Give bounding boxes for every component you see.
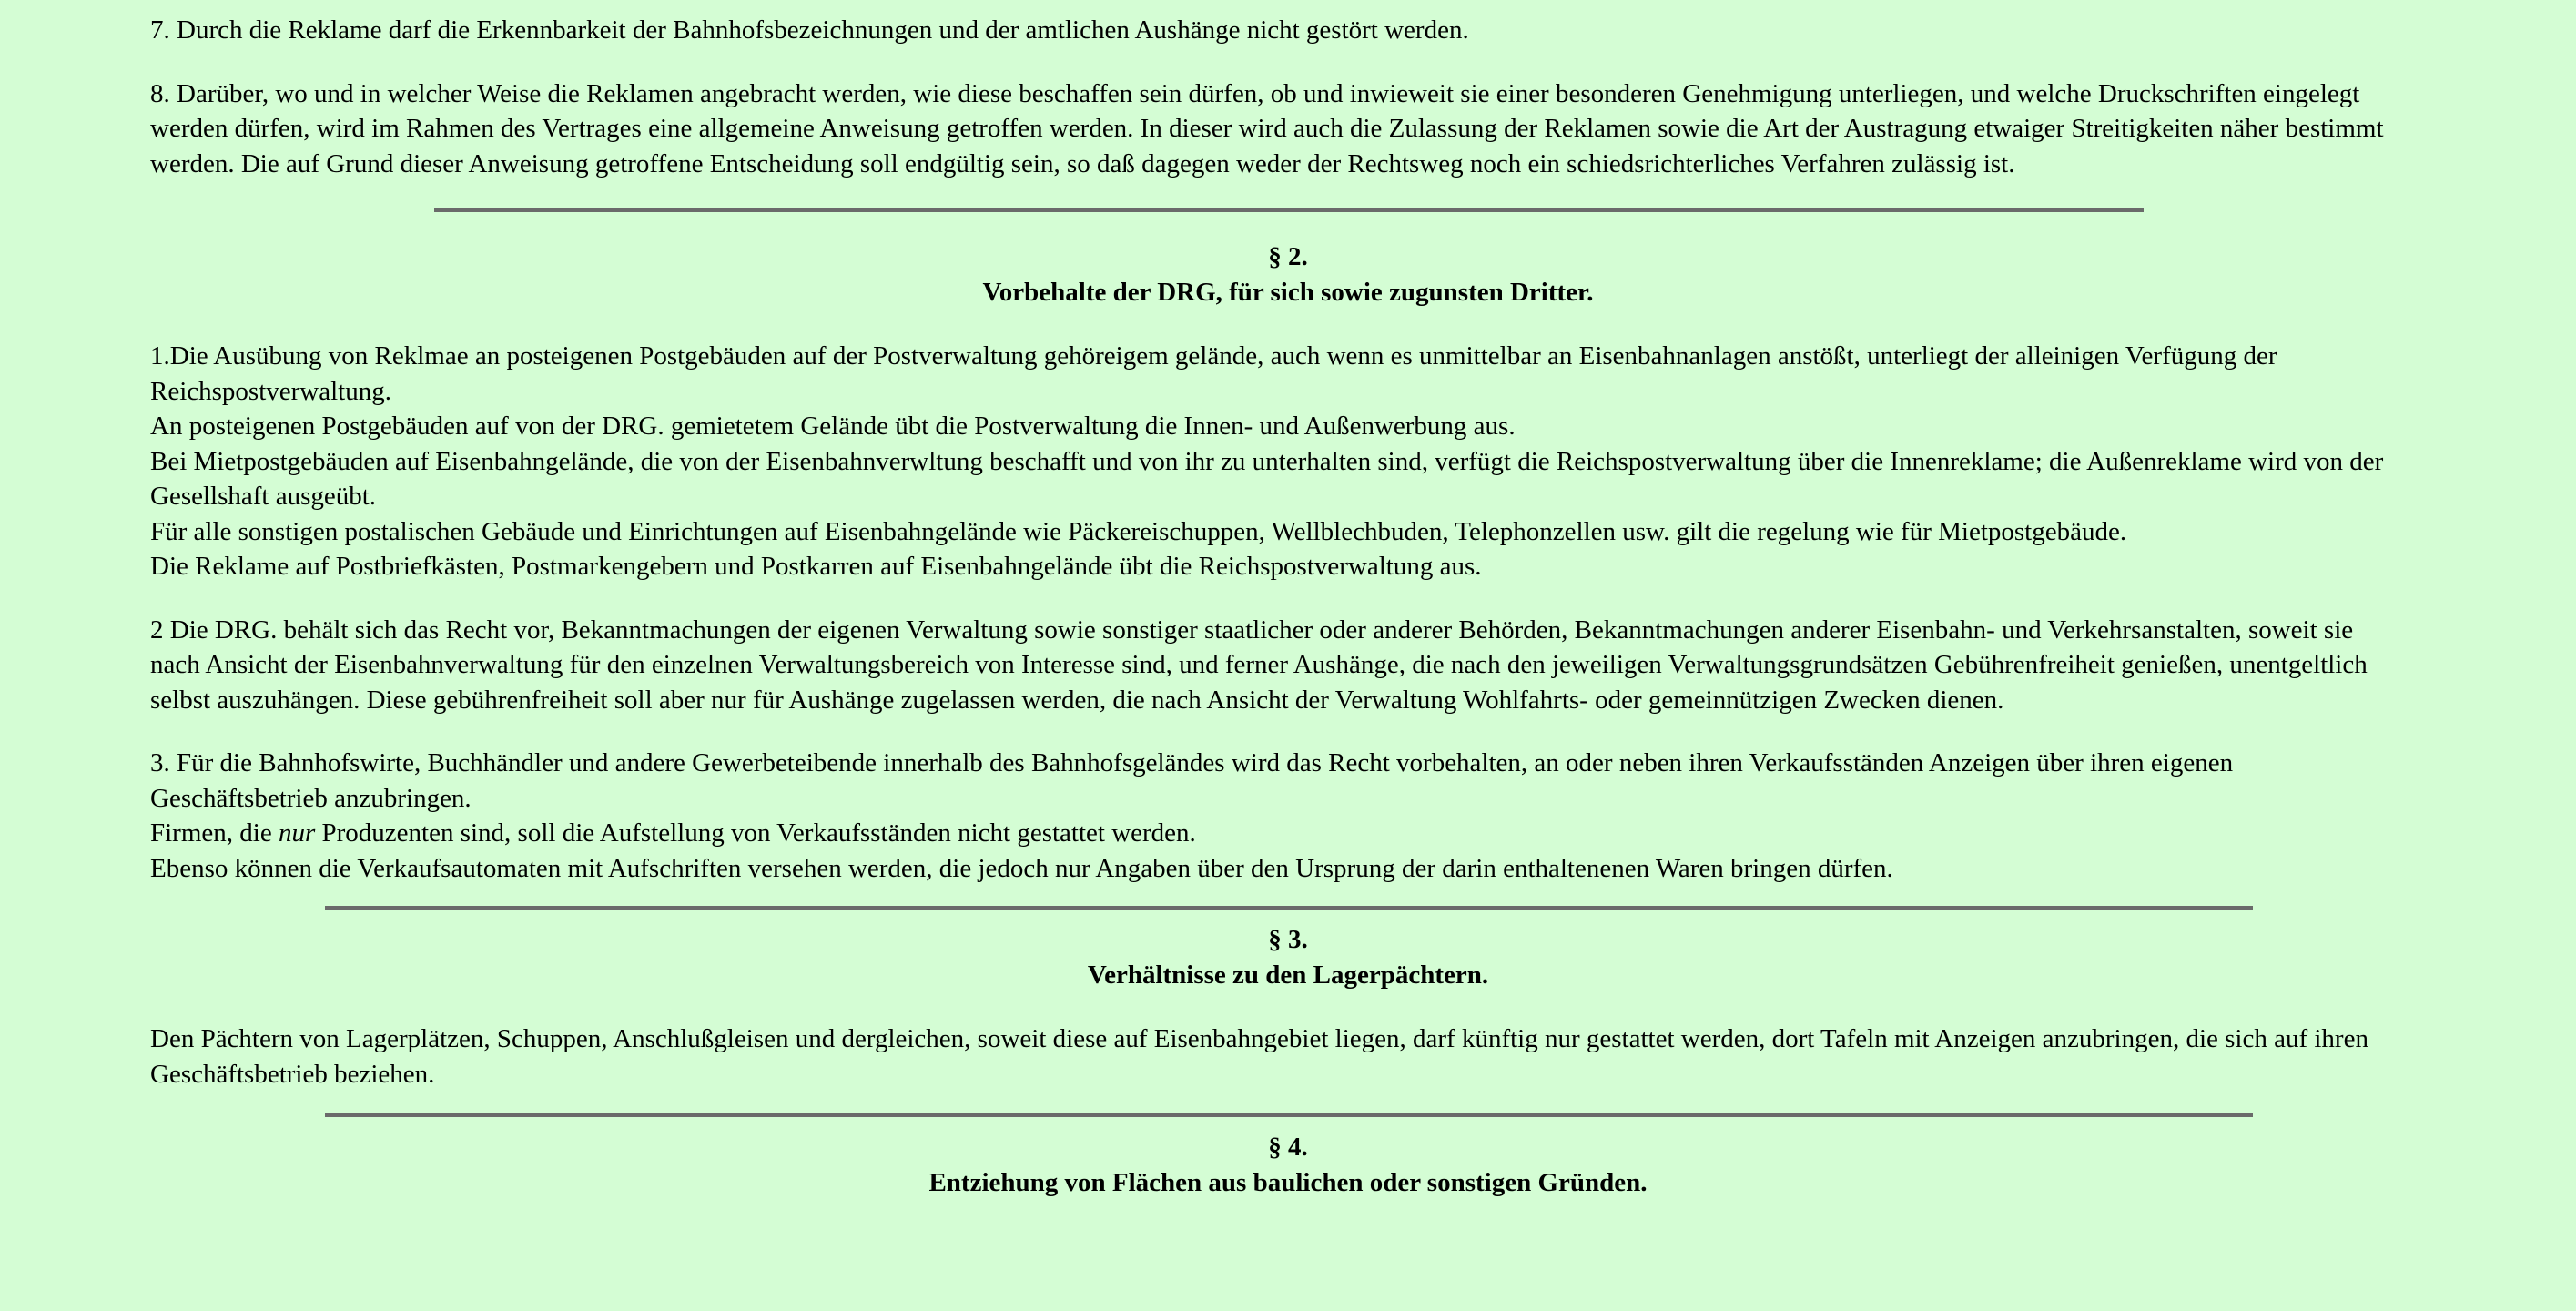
section-2-paragraph-2: 2 Die DRG. behält sich das Recht vor, Bekanntmachungen der eigenen Verwaltung sowie sonstiger staatlicher oder anderer Behörden, Bekanntmachungen anderer Eisenbahn- und Verkehrsanstalten, soweit sie nach Ansicht der Eisenbahnverwaltung für den einzelnen Verwaltungsbereich von Interesse sind, und ferner Aushänge, die nach den jeweiligen Verwaltungsgrundsätzen Gebührenfreiheit genießen, unentgeltlich selbst auszuhängen. Diese gebührenfreiheit soll aber nur für Aushänge zugelassen werden, die nach Ansicht der Verwaltung Wohlfahrts- oder gemeinnützigen Zwecken dienen. — [150, 615, 2368, 715]
text-line — [150, 816, 2408, 851]
text-line: 1.Die Ausübung von Reklmae an posteigenen Postgebäuden auf der Postverwaltung gehöreigem gelände, auch wenn es unmittelbar an Eisenbahnanlagen anstößt, unterliegt der alleinigen Verfügung der Reichspostverwaltung. — [150, 341, 2277, 406]
paragraph-7: 7. Durch die Reklame darf die Erkennbarkeit der Bahnhofsbezeichnungen und der amtlichen Aushänge nicht gestört werden. — [150, 15, 1469, 45]
section-3-number: § 3. — [1268, 925, 1308, 954]
section-2-title: Vorbehalte der DRG, für sich sowie zugunsten Dritter. — [982, 277, 1594, 307]
text-span: Produzenten sind, soll die Aufstellung von Verkaufsständen nicht gestattet werden. — [315, 818, 1196, 848]
document-page — [150, 13, 2408, 1200]
section-divider — [325, 1113, 2253, 1117]
text-line: Die Reklame auf Postbriefkästen, Postmarkengebern und Postkarren auf Eisenbahngelände übt die Reichspostverwaltung aus. — [150, 552, 1482, 581]
text-line: Bei Mietpostgebäuden auf Eisenbahngelände, die von der Eisenbahnverwltung beschafft und von ihr zu unterhalten sind, verfügt die Reichspostverwaltung über die Innenreklame; die Außenreklame wird von der Gesellshaft ausgeübt. — [150, 446, 2384, 511]
section-2-heading — [0, 239, 2576, 310]
text-line: Für alle sonstigen postalischen Gebäude und Einrichtungen auf Eisenbahngelände wie Päckereischuppen, Wellblechbuden, Telephonzellen usw. gilt die regelung wie für Mietpostgebäude. — [150, 516, 2127, 546]
text-line: An posteigenen Postgebäuden auf von der DRG. gemietetem Gelände übt die Postverwaltung die Innen- und Außenwerbung aus. — [150, 412, 1516, 441]
text-line: 3. Für die Bahnhofswirte, Buchhändler und andere Gewerbeteibende innerhalb des Bahnhofsgeländes wird das Recht vorbehalten, an oder neben ihren Verkaufsständen Anzeigen über ihren eigenen Geschäftsbetrieb anzubringen. — [150, 748, 2234, 813]
emphasis-text: nur — [278, 818, 316, 848]
section-divider — [434, 208, 2144, 212]
section-3-heading — [0, 922, 2576, 992]
section-3-title: Verhältnisse zu den Lagerpächtern. — [1087, 960, 1489, 990]
section-2-paragraph-3 — [150, 746, 2408, 886]
text-span: Firmen, die — [150, 818, 279, 848]
section-4-heading — [0, 1130, 2576, 1200]
paragraph-8: 8. Darüber, wo und in welcher Weise die Reklamen angebracht werden, wie diese beschaffen sein dürfen, ob und inwieweit sie einer besonderen Genehmigung unterliegen, und welche Druckschriften eingelegt werden dürfen, wird im Rahmen des Vertrages eine allgemeine Anweisung getroffen werden. In dieser wird auch die Zulassung der Reklamen sowie die Art der Austragung etwaiger Streitigkeiten näher bestimmt werden. Die auf Grund dieser Anweisung getroffene Entscheidung soll endgültig sein, so daß dagegen weder der Rechtsweg noch ein schiedsrichterliches Verfahren zulässig ist. — [150, 78, 2384, 178]
section-4-number: § 4. — [1268, 1133, 1308, 1162]
section-4-title: Entziehung von Flächen aus baulichen oder sonstigen Gründen. — [928, 1167, 1648, 1197]
section-2-paragraph-1 — [150, 339, 2408, 584]
section-3-paragraph-1: Den Pächtern von Lagerplätzen, Schuppen, Anschlußgleisen und dergleichen, soweit diese auf Eisenbahngebiet liegen, darf künftig nur gestattet werden, dort Tafeln mit Anzeigen anzubringen, die sich auf ihren Geschäftsbetrieb beziehen. — [150, 1024, 2368, 1089]
text-line: Ebenso können die Verkaufsautomaten mit Aufschriften versehen werden, die jedoch nur Angaben über den Ursprung der darin enthaltenenen Waren bringen dürfen. — [150, 853, 1893, 883]
section-divider — [325, 906, 2253, 910]
section-2-number: § 2. — [1268, 242, 1308, 271]
